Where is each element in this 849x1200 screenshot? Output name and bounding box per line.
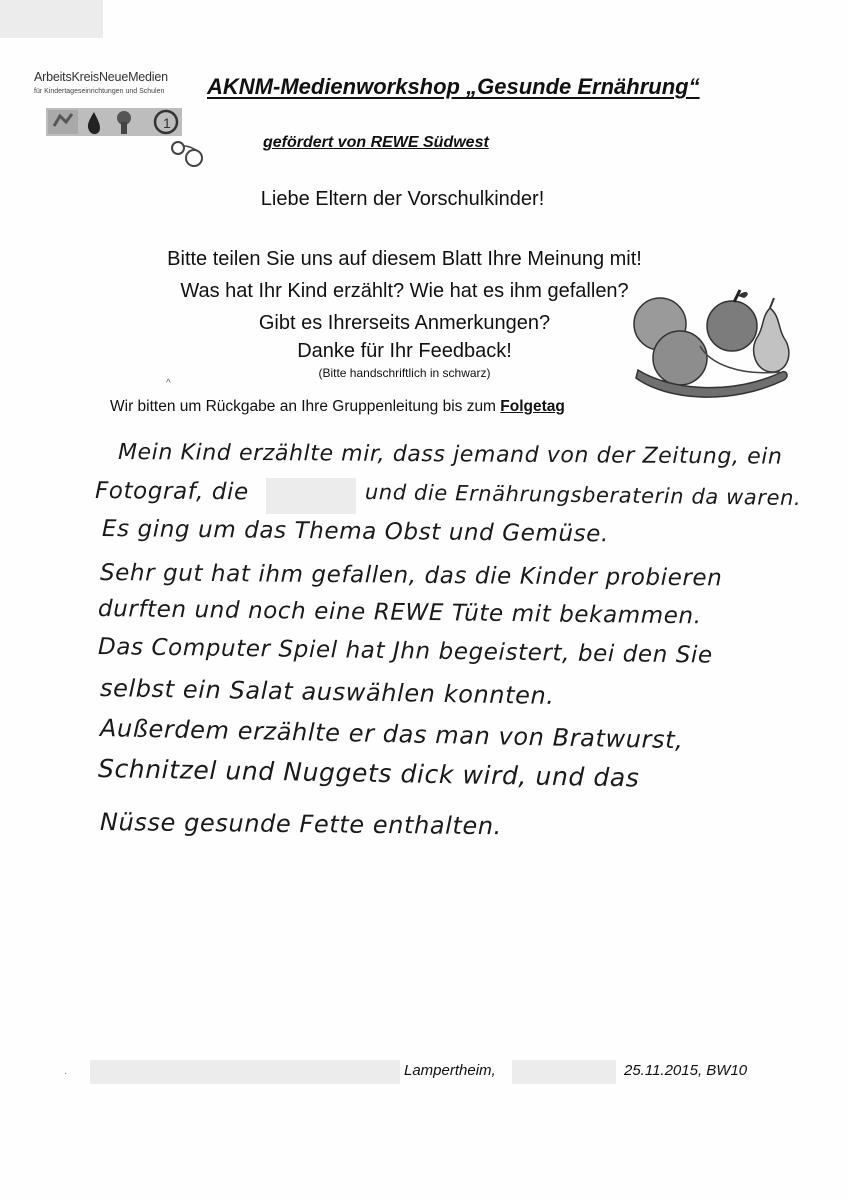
handwriting-line-3: Es ging um das Thema Obst und Gemüse.: [101, 516, 609, 548]
scan-speck: ^: [166, 378, 171, 389]
redacted-footer-left: [90, 1060, 400, 1084]
return-deadline: Folgetag: [500, 398, 565, 415]
handwriting-line-5: durften und noch eine REWE Tüte mit bekammen.: [97, 596, 702, 630]
logo-graphic: [46, 102, 206, 170]
handwriting-line-7: selbst ein Salat auswählen konnten.: [99, 674, 555, 710]
handwriting-line-2b: und die Ernährungsberaterin da waren.: [364, 480, 802, 511]
intro-line-3: Gibt es Ihrerseits Anmerkungen?: [258, 312, 551, 334]
handwriting-line-8: Außerdem erzählte er das man von Bratwurst,: [99, 714, 684, 755]
redacted-name: [266, 478, 356, 514]
logo-name: ArbeitsKreisNeueMedien: [34, 70, 168, 84]
redacted-footer-middle: [512, 1060, 616, 1084]
footer-date-code: 25.11.2015, BW10: [624, 1062, 748, 1079]
handwriting-line-9: Schnitzel und Nuggets dick wird, und das: [97, 754, 640, 793]
return-instruction: [110, 398, 565, 416]
footer-city: Lampertheim,: [404, 1062, 496, 1079]
sponsor-line: gefördert von REWE Südwest: [263, 134, 489, 151]
document-title: AKNM-Medienworkshop „Gesunde Ernährung“: [207, 74, 700, 99]
handwriting-note: (Bitte handschriftlich in schwarz): [318, 366, 491, 380]
svg-text:1: 1: [163, 115, 171, 131]
redacted-corner: [0, 0, 103, 38]
handwriting-line-10: Nüsse gesunde Fette enthalten.: [99, 808, 503, 841]
handwriting-line-2a: Fotograf, die: [94, 478, 249, 506]
handwriting-line-4: Sehr gut hat ihm gefallen, das die Kinder probieren: [99, 560, 723, 592]
fruit-illustration: [630, 286, 800, 398]
aknm-logo: [28, 62, 198, 172]
logo-subtitle: für Kindertageseinrichtungen und Schulen: [34, 88, 165, 95]
handwriting-line-1: Mein Kind erzählte mir, dass jemand von der Zeitung, ein: [117, 440, 783, 470]
scan-speck-footer: ·: [64, 1068, 68, 1079]
return-text: Wir bitten um Rückgabe an Ihre Gruppenleitung bis zum: [110, 398, 496, 415]
greeting: Liebe Eltern der Vorschulkinder!: [260, 188, 545, 210]
intro-line-1: Bitte teilen Sie uns auf diesem Blatt Ihre Meinung mit!: [167, 248, 642, 270]
intro-line-2: Was hat Ihr Kind erzählt? Wie hat es ihm gefallen?: [180, 280, 629, 302]
intro-line-4: Danke für Ihr Feedback!: [297, 340, 512, 362]
handwriting-line-6: Das Computer Spiel hat Jhn begeistert, bei den Sie: [97, 634, 713, 669]
